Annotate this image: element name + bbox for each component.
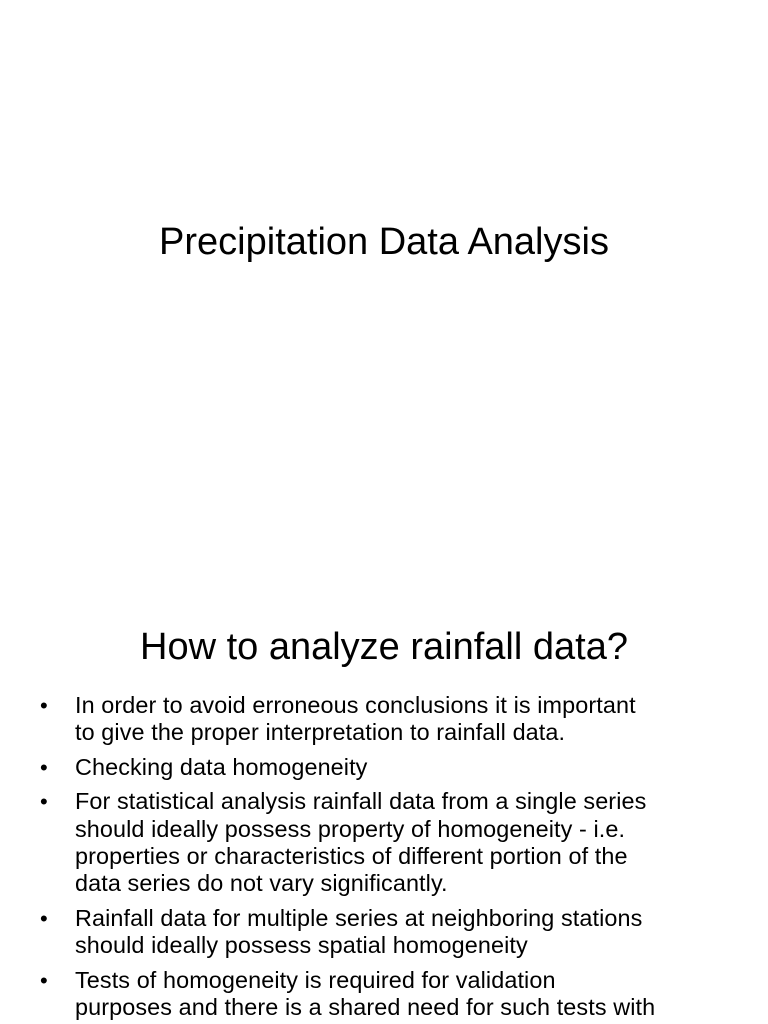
- bullet-dot-icon: •: [40, 905, 48, 931]
- bullet-item-4: [40, 905, 740, 960]
- bullet-item-3: [40, 788, 740, 898]
- bullet-line: For statistical analysis rainfall data from a single series: [75, 788, 647, 815]
- presentation-title: Precipitation Data Analysis: [159, 221, 609, 263]
- content-slide: [0, 576, 768, 1024]
- bullet-line: Checking data homogeneity: [75, 753, 368, 780]
- bullet-line: should ideally possess property of homogeneity - i.e.: [75, 815, 626, 842]
- bullet-dot-icon: •: [40, 754, 48, 780]
- bullet-item-2: [40, 754, 740, 781]
- bullet-line: should ideally possess spatial homogeneity: [75, 932, 528, 959]
- bullet-line: purposes and there is a shared need for such tests with: [75, 994, 656, 1021]
- bullet-list: [40, 692, 740, 1024]
- bullet-dot-icon: •: [40, 693, 48, 718]
- bullet-line: data series do not vary significantly.: [75, 870, 448, 897]
- bullet-dot-icon: •: [40, 789, 48, 815]
- bullet-dot-icon: •: [40, 967, 48, 993]
- bullet-line: In order to avoid erroneous conclusions it is important: [75, 692, 636, 718]
- slide-heading: How to analyze rainfall data?: [140, 626, 628, 668]
- bullet-line: properties or characteristics of different portion of the: [75, 843, 628, 870]
- bullet-line: Tests of homogeneity is required for validation: [75, 966, 556, 993]
- bullet-line: Rainfall data for multiple series at neighboring stations: [75, 904, 643, 931]
- bullet-line: to give the proper interpretation to rainfall data.: [75, 719, 566, 746]
- bullet-item-1: [40, 692, 740, 747]
- bullet-item-5: [40, 967, 740, 1022]
